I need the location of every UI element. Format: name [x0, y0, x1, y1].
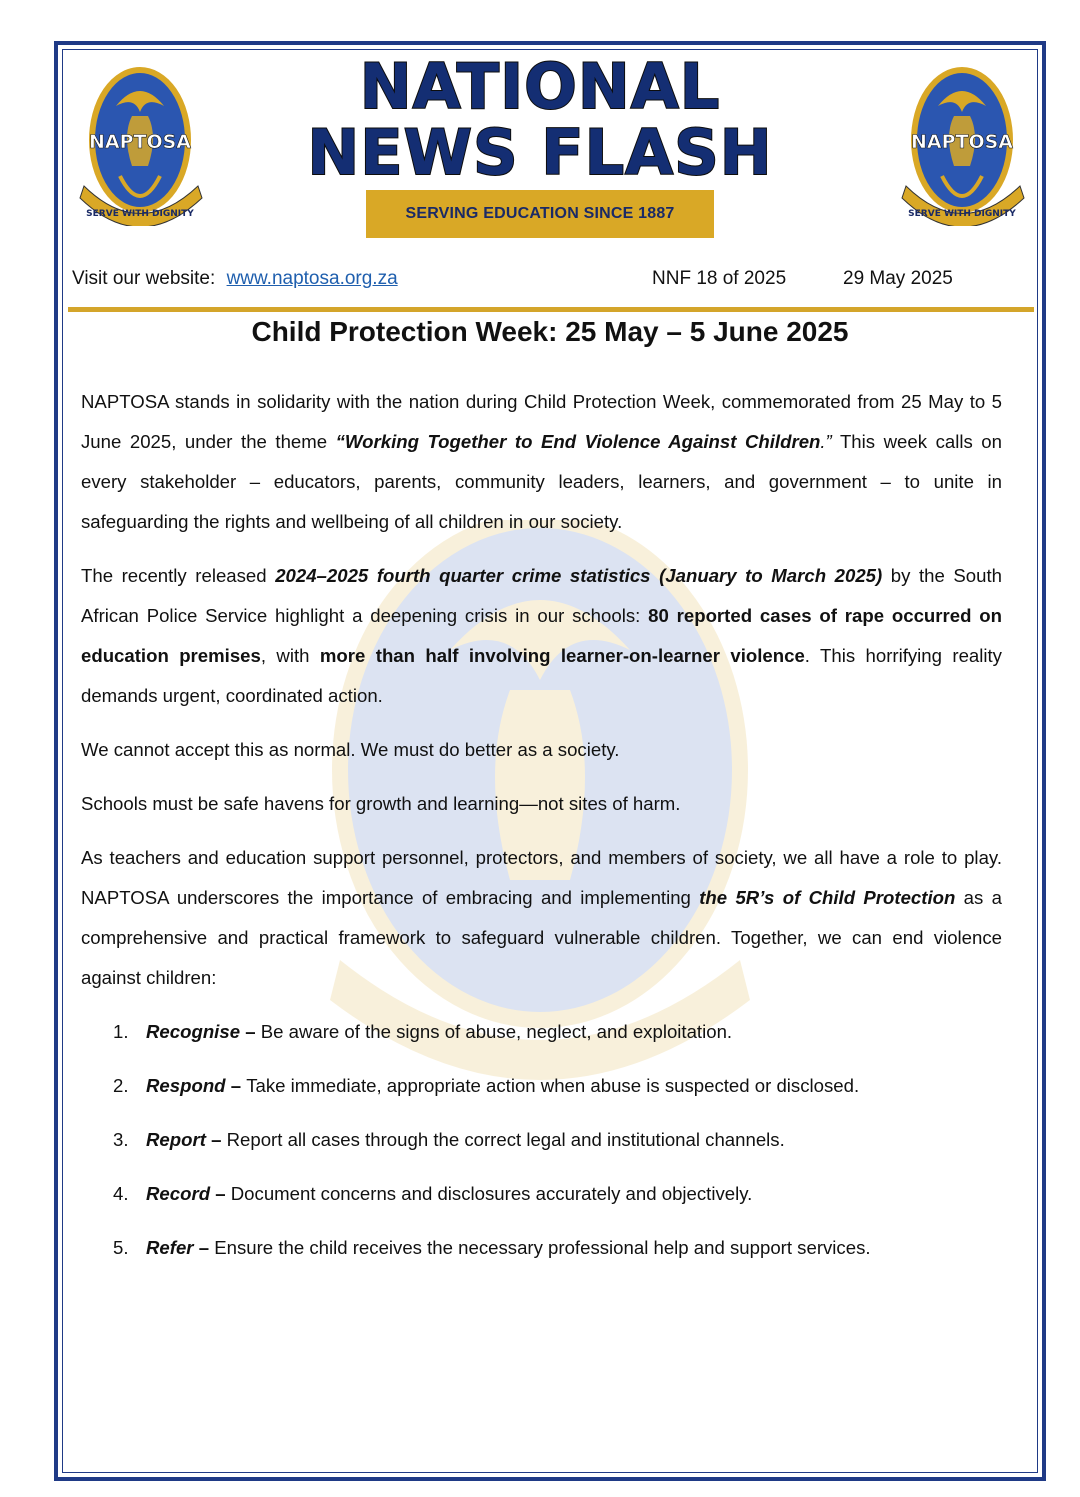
paragraph-safe-havens: Schools must be safe havens for growth and learning—not sites of harm. [81, 793, 681, 814]
list-item [81, 1120, 1002, 1160]
list-term: Refer [146, 1237, 194, 1258]
article-heading: Child Protection Week: 25 May – 5 June 2025 [251, 316, 849, 347]
list-number: 1. [113, 1021, 129, 1042]
list-item [81, 1174, 1002, 1214]
issue-number: NNF 18 of 2025 [652, 268, 787, 289]
text-span: This week calls on every stakeholder – educators, parents, community leaders, learners, and government – to unite in safeguarding the rights and wellbeing of all children in our society. [81, 431, 1002, 532]
list-number: 5. [113, 1237, 129, 1258]
text-span: . This horrifying reality demands urgent, coordinated action. [81, 645, 1002, 706]
learner-violence-highlight: more than half involving learner-on-learner violence [319, 645, 805, 666]
text-span: as a comprehensive and practical framework to safeguard vulnerable children. Together, we can end violence against children: [81, 887, 1002, 988]
website-line [72, 268, 398, 290]
five-rs-list [81, 1012, 1002, 1268]
list-item [81, 1228, 1002, 1268]
paragraph-not-normal: We cannot accept this as normal. We must do better as a society. [81, 739, 620, 760]
tagline-banner: SERVING EDUCATION SINCE 1887 [366, 190, 714, 238]
list-text: Be aware of the signs of abuse, neglect, and exploitation. [260, 1021, 733, 1042]
text-span: The recently released [81, 565, 276, 586]
rape-cases-highlight: 80 reported cases of rape occurred on education premises [81, 605, 1002, 666]
text-span: As teachers and education support personnel, protectors, and members of society, we all have a role to play. NAPTOSA underscores the importance of embracing and implementing [81, 847, 1002, 908]
newsletter-title-line1: NATIONAL [359, 50, 721, 123]
list-number: 3. [113, 1129, 129, 1150]
gold-divider [68, 307, 1034, 312]
paragraph-statistics [81, 556, 1002, 716]
list-term: Respond [146, 1075, 226, 1096]
website-link[interactable]: www.naptosa.org.za [226, 268, 398, 289]
text-span: .” [820, 431, 832, 452]
naptosa-logo-left [76, 66, 206, 226]
list-text: Report all cases through the correct legal and institutional channels. [226, 1129, 785, 1150]
text-span: NAPTOSA stands in solidarity with the nation during Child Protection Week, commemorated from 25 May to 5 June 2025, under the theme [81, 391, 1002, 452]
list-term: Recognise [146, 1021, 241, 1042]
svg-text:NAPTOSA: NAPTOSA [910, 131, 1014, 153]
list-number: 2. [113, 1075, 129, 1096]
list-dash: – [240, 1021, 261, 1042]
issue-date: 29 May 2025 [843, 268, 953, 289]
text-span: , with [260, 645, 320, 666]
article-body [81, 382, 1002, 1282]
list-text: Ensure the child receives the necessary professional help and support services. [214, 1237, 871, 1258]
text-span: by the South African Police Service highlight a deepening crisis in our schools: [81, 565, 1002, 626]
list-dash: – [225, 1075, 247, 1096]
list-item [81, 1066, 1002, 1106]
list-text: Take immediate, appropriate action when abuse is suspected or disclosed. [246, 1075, 860, 1096]
list-item [81, 1012, 1002, 1052]
logo-wordmark: NAPTOSA [88, 131, 192, 153]
list-text: Document concerns and disclosures accurately and objectively. [230, 1183, 753, 1204]
website-label: Visit our website: [72, 268, 216, 289]
statistics-title: 2024–2025 fourth quarter crime statistics (January to March 2025) [275, 565, 883, 586]
list-dash: – [193, 1237, 215, 1258]
list-term: Report [146, 1129, 206, 1150]
svg-text:SERVE WITH DIGNITY: SERVE WITH DIGNITY [908, 209, 1016, 219]
list-number: 4. [113, 1183, 129, 1204]
paragraph-5rs-intro [81, 838, 1002, 998]
newsletter-title-line2: NEWS FLASH [307, 116, 773, 189]
logo-motto: SERVE WITH DIGNITY [86, 209, 194, 219]
theme-quote: “Working Together to End Violence Against Children [335, 431, 821, 452]
list-dash: – [205, 1129, 227, 1150]
list-dash: – [210, 1183, 231, 1204]
5rs-title: the 5R’s of Child Protection [699, 887, 956, 908]
naptosa-logo-right [898, 66, 1028, 226]
paragraph-intro [81, 382, 1002, 542]
list-term: Record [146, 1183, 211, 1204]
